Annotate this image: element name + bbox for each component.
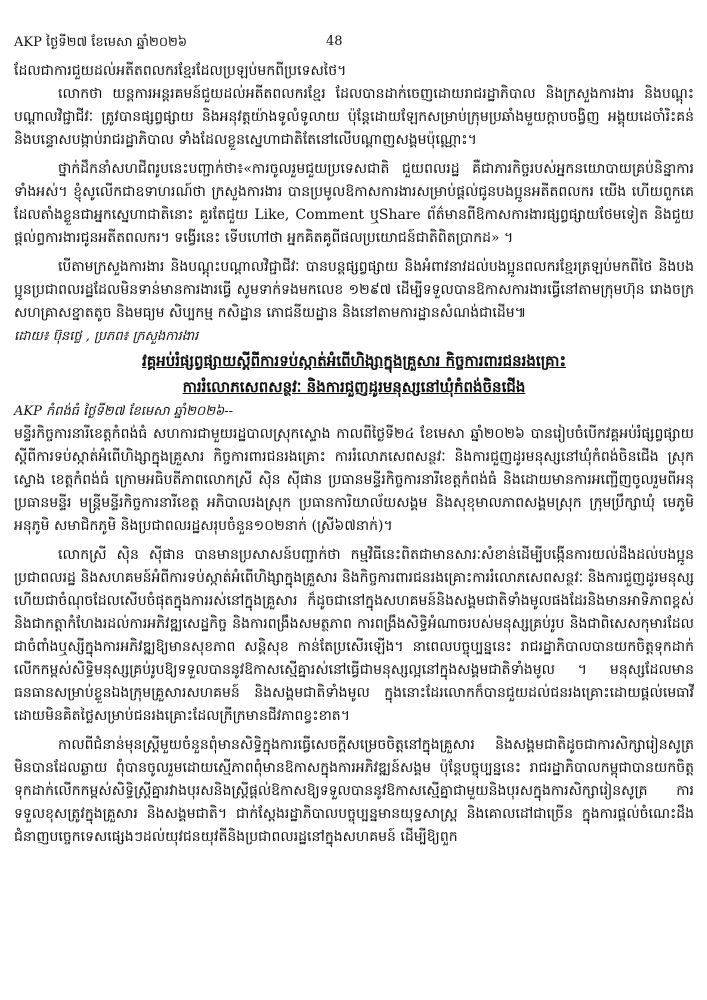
article1-paragraph: ដែលជាការជួយដល់អតីតពលករខ្មែរដែលប្រឡប់មកពីប្រទេសថៃ។ <box>14 63 347 79</box>
article2-paragraph: កាលពីជំនាន់មុនស្ត្រីមួយចំនួនពុំមានសិទ្ធិក្នុងការធ្វើសេចក្តីសម្រេចចិត្តនៅក្នុងគ្រួសារ និងសង្គមជាតិដូចជាការសិក្សារៀនសូត្រមិនបានដែលឆ្ងាយ ពុំបានចូលរួមដោយស្មើភាពពុំមានឱកាសក្នុងការអភិវឌ្ឍន៍សង្គម ប៉ុន្តែបច្ចុប្បន្ននេះ រាជរដ្ឋាភិបាលកម្ពុជាបានយកចិត្តទុកដាក់លើកកម្ពស់សិទ្ធិស្ត្រីគ្នារវាងបុរសនិងស្ត្រីផ្តល់ឱកាសឱ្យទទួលបាននូវឱកាសស្មើគ្នាជាមួយនិងបុរសក្នុងការសិក្សារៀនសូត្រ ការទទួលខុសត្រូវក្នុងគ្រួសារ និងសង្គមជាតិ។ ជាក់ស្តែងរដ្ឋាភិបាលបច្ចុប្បន្នមានយុទ្ធសាស្ត្រ និងគោលដៅជាច្រើន ក្នុងការផ្តល់ចំណេះដឹង ជំនាញបច្ចេកទេសផ្សេងៗដល់យុវជនយុវតីនិងប្រជាពលរដ្ឋនៅក្នុងសហគមន៍ ដើម្បីឱ្យពួក <box>14 737 694 845</box>
article2-paragraph: មន្ទីរកិច្ចការនារីខេត្តកំពង់ធំ សហការជាមួយរដ្ឋបាលស្រុកស្ទោង កាលពីថ្ងៃទី២៤ ខែមេសា ឆ្នាំ២០២៦ បានរៀបចំបើកវគ្គអប់រំផ្សព្វផ្សាយស្តីពីការទប់ស្កាត់អំពើហិង្សាក្នុងគ្រួសារ កិច្ចការពារជនរងគ្រោះ ការរំលោភសេពសន្ថវៈ និងការជួញដូរមនុស្សនៅឃុំកំពង់ចិនជើង ស្រុកស្ទោង ខេត្តកំពង់ធំ ក្រោមអធិបតីភាពលោកស្រី ស៊ិន ស៊ីផាន ប្រធានមន្ទីរកិច្ចការនារីខេត្តកំពង់ធំ និងដោយមានការអញ្ជើញចូលរួមពីអនុប្រធានមន្ទីរ មន្ត្រីមន្ទីរកិច្ចការនារីខេត្ត អភិបាលរងស្រុក ប្រធានការិយាល័យសង្គម និងសុខុមាលភាពសង្គមស្រុក ក្រុមប្រឹក្សាឃុំ មេភូមិ អនុភូមិ សមាជិកភូមិ និងប្រជាពលរដ្ឋសរុបចំនួន១០២នាក់ (ស្រី៦៧នាក់)។ <box>14 426 694 534</box>
article1-byline: ដោយ៖ ប៊ុនថេ្ល , ប្រភព៖ ក្រសួងការងារ <box>14 329 199 344</box>
page-header <box>14 34 694 56</box>
article1-paragraph: លោកថា យន្តការអន្តរគមន៍ជួយដល់អតីតពលករខ្មែរ ដែលបានដាក់ចេញដោយរាជរដ្ឋាភិបាល និងក្រសួងការងារ និងបណ្តុះបណ្តាលវិជ្ជាជីវៈ ត្រូវបានផ្សព្វផ្សាយ និងអនុវត្តយ៉ាងទូលំទូលាយ ប៉ុន្តែដោយឡែកសម្រាប់ក្រុមប្រឆាំងមួយក្តាបចង្វិញ អង្គុយដេចាំរិះគន់ និងបន្ទោសបង្កាប់រាជរដ្ឋាភិបាល ទាំងដែលខ្លួនស្នេហាជាតិតែនៅលើបណ្ដាញសង្គមប៉ុណ្ណោះ។ <box>14 86 694 148</box>
article2-dateline: AKP កំពង់ធំ ថ្ងៃទី២៧ ខែមេសា ឆ្នាំ២០២៦-- <box>14 404 234 419</box>
article2-title-line2: ការរំលោភសេពសន្ថវៈ និងការជួញដូរមនុស្សនៅឃុំកំពង់ចិនជើង <box>182 378 526 396</box>
article2-title-line1: វគ្គអប់រំផ្សព្វផ្សាយស្តីពីការទប់ស្កាត់អំពើហិង្សាក្នុងគ្រួសារ កិច្ចការពារជនរងគ្រោះ <box>141 352 567 370</box>
article2-paragraph: លោកស្រី ស៊ិន ស៊ីផាន បានមានប្រសាសន៍បញ្ជាក់ថា កម្មវិធីនេះពិតជាមានសារៈសំខាន់ដើម្បីបង្កើនការយល់ដឹងដល់បងប្អូនប្រជាពលរដ្ឋ និងសហគមន៍អំពីការទប់ស្កាត់អំពើហិង្សាក្នុងគ្រួសារ និងកិច្ចការពារជនរងគ្រោះការរំលោភសេពសន្ថវៈ និងការជួញដូរមនុស្សហើយជាចំណុចដែលសើបចំផុតក្នុងការរស់នៅក្នុងគ្រួសារ ក៏ដូចជានៅក្នុងសហគមន៍និងសង្គមជាតិទាំងមូលផងដែរនិងមានអាទិភាពខ្ពស់និងជាកត្តាកំហែងរដល់ការអភិវឌ្ឍសេដ្ឋកិច្ច និងការពង្រឹងសមត្ថភាព ការពង្រឹងសិទ្ធិអំណាចរបស់មនុស្សគ្រប់រូប និងជាពិសេសកុមារដែលជាចំពាំងឬស្សីក្នុងការអភិវឌ្ឍឱ្យមានសុខភាព សន្តិសុខ កាន់តែប្រសើរឡើង។ នាពេលបច្ចុប្បន្ននេះ រាជរដ្ឋាភិបាលបានយកចិត្តទុកដាក់លើកកម្ពស់សិទ្ធិមនុស្សគ្រប់រូបឱ្យទទួលបាននូវឱកាសស្មើគ្នារស់នៅធ្វើជាមនុស្សល្អនៅក្នុងសង្គមជាតិទាំងមូល ។ មនុស្សដែលមានធនធានសម្រាប់ខ្លួនឯងក្រុមគ្រួសារសហគមន៍ និងសង្គមជាតិទាំងមូល ក្នុងនោះដែរលោកក៏បានជួយដល់ជនរងគ្រោះដោយផ្តល់មេធាវីដោយមិនគិតថ្លៃសម្រាប់ជនរងគ្រោះដែលក្រីក្រមានជីវភាពខ្វះខាត។ <box>14 547 694 724</box>
page-number: 48 <box>326 34 343 49</box>
article1-paragraph: បើតាមក្រសួងការងារ និងបណ្តុះបណ្តាលវិជ្ជាជីវៈ បានបន្តផ្សព្វផ្សាយ និងអំពាវនាវដល់បងប្អូនពលករខ្មែរត្រឡប់មកពីថៃ និងបងប្អូនប្រជាពលរដ្ឋដែលមិនទាន់មានការងារធ្វើ សូមទាក់ទងមកលេខ ១២៩៧ ដើម្បីទទួលបានឱកាសការងារធ្វើនៅតាមក្រុមហ៊ុន រោងចក្រ សហគ្រាសខ្នាតតូច និងមធ្យម សិប្បកម្ម កសិដ្ឋាន ភោជនីយដ្ឋាន និងនៅតាមការដ្ឋានសំណង់ជាដើម៕ <box>14 259 694 321</box>
article1-paragraph: ថ្នាក់ដឹកនាំសហជីពរូបនេះបញ្ជាក់ថា៖«ការចូលរួមជួយប្រទេសជាតិ ជួយពលរដ្ឋ គឺជាភារកិច្ចរបស់អ្នកនយោបាយគ្រប់និន្នាការទាំងអស់។ ខ្ញុំសូលើកជាឧទាហរណ៍ថា ក្រសួងការងារ បានប្រមូលឱកាសការងារសម្រាប់ផ្តល់ជូនបងប្អូនអតីតពលករ យើង ហើយពួកគេដែលតាំងខ្លួនជាអ្នកស្នេហាជាតិនោះ គួរតែជួយ Like, Comment ឬShare ព័ត៌មានពីឱកាសការងារផ្សព្វផ្សាយថែមទៀត និងជួយផ្តល់ព្ធការងារជូនអតីតពលករ។ ទង្វើរនេះ ទើបហៅថា អ្នកគិតគូពីផលប្រយោជន៍ជាតិពិតប្រាកដ» ។ <box>14 161 694 246</box>
header-source: AKP ថ្ងៃទី២៧ ខែមេសា ឆ្នាំ២០២៦ <box>14 35 188 50</box>
page-body <box>14 60 694 849</box>
